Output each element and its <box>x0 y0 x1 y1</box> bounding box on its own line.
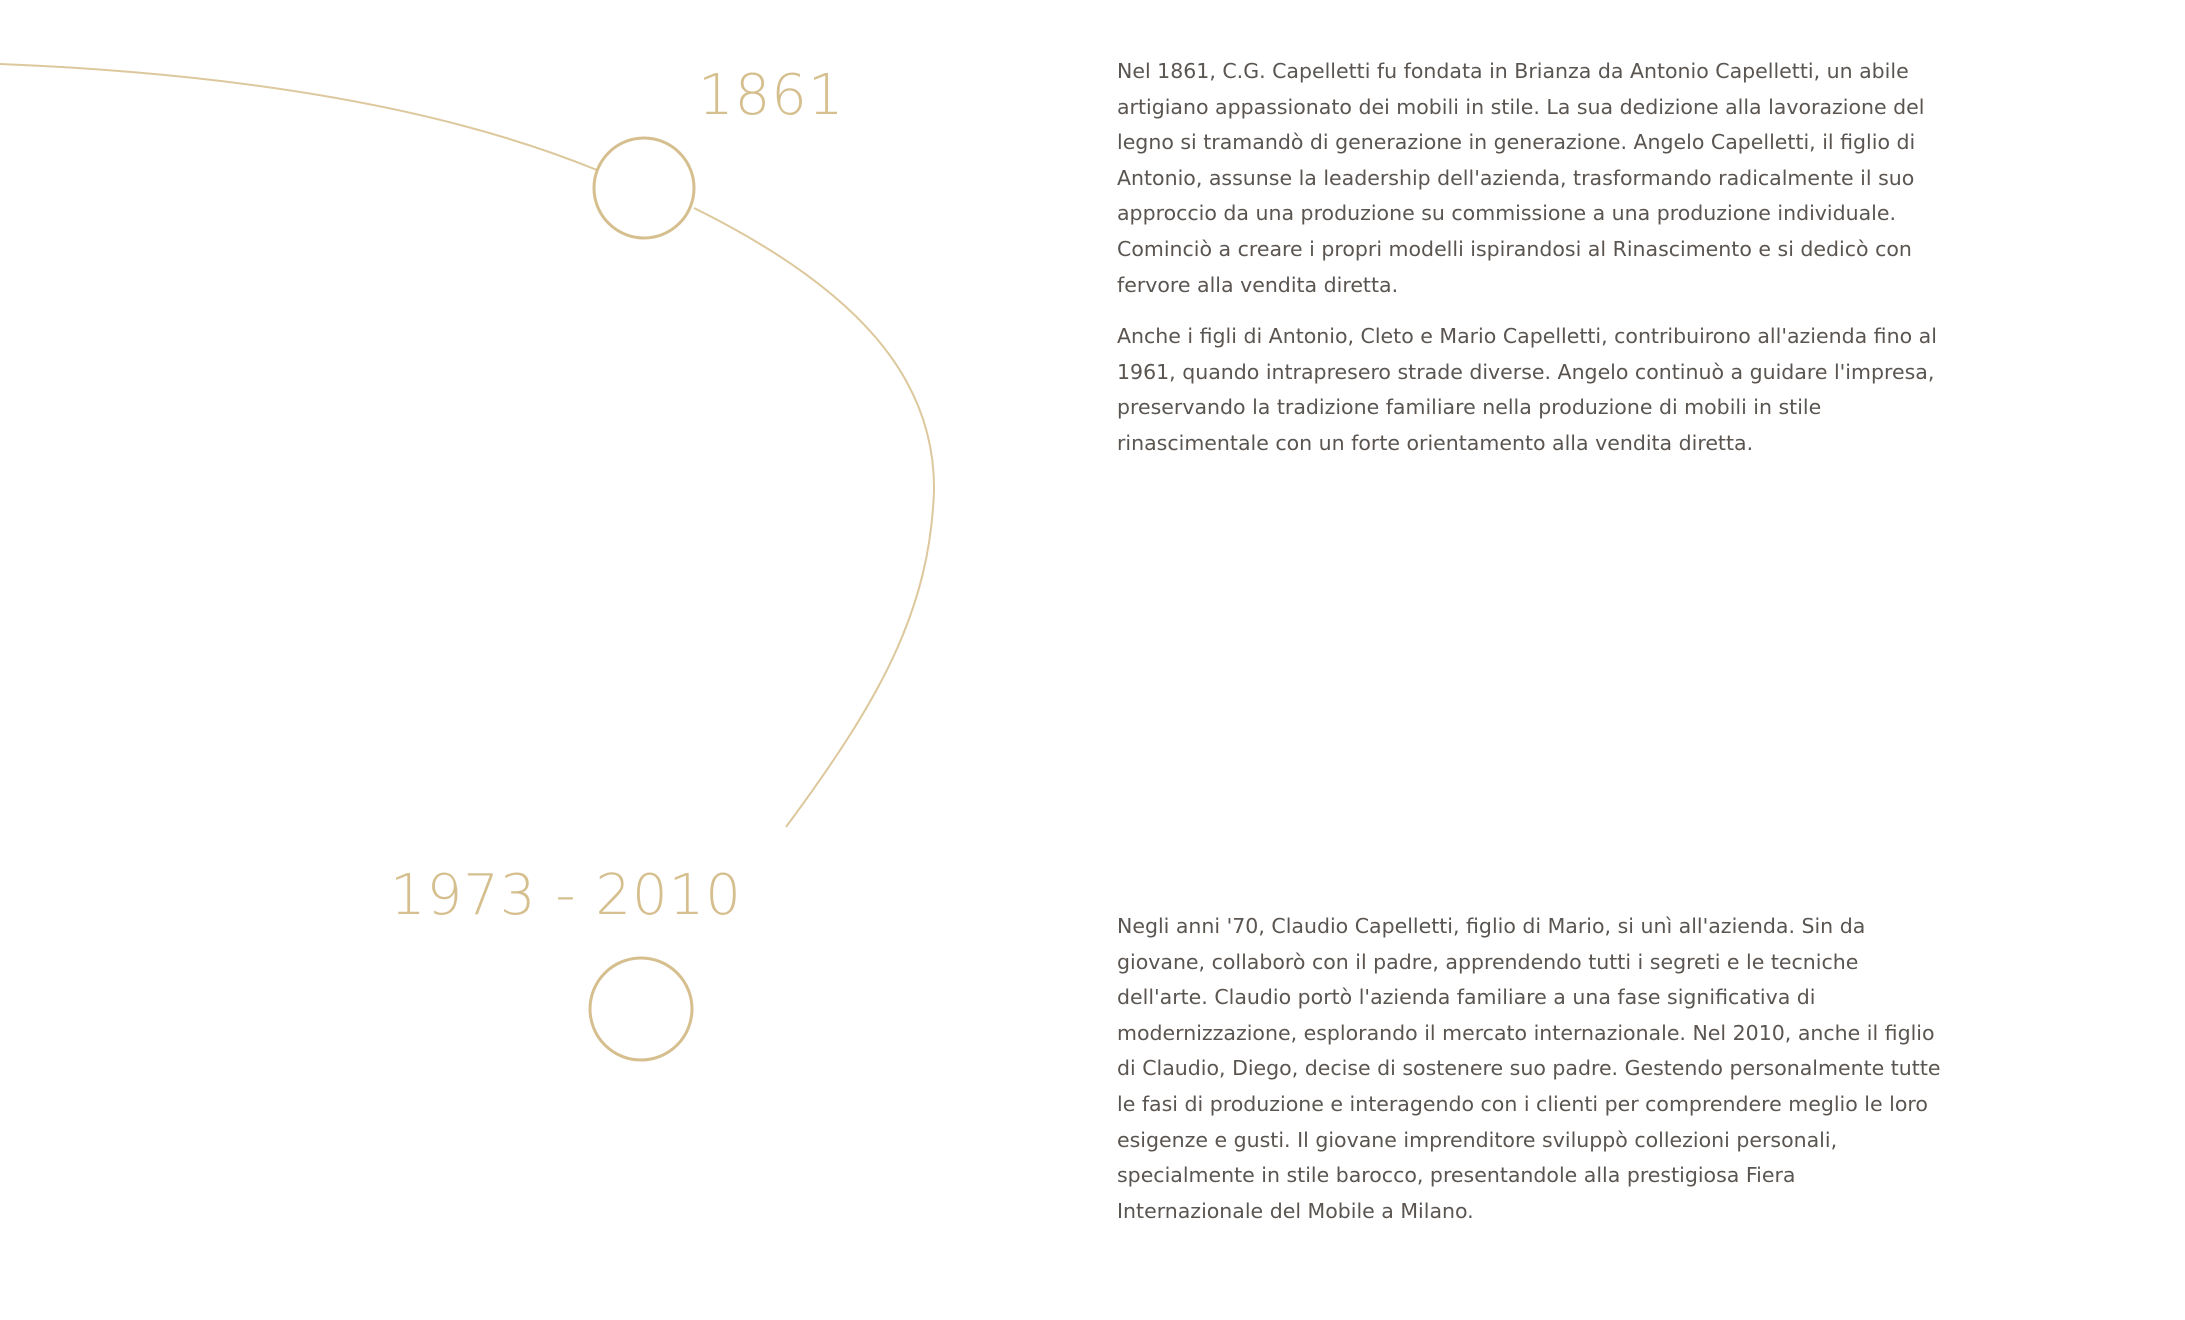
timeline-curve <box>694 208 934 827</box>
timeline-description-1861 <box>1117 54 1947 478</box>
timeline-node-1861 <box>594 138 694 238</box>
timeline-curve <box>0 64 597 170</box>
paragraph: Negli anni '70, Claudio Capelletti, figlio di Mario, si unì all'azienda. Sin da giovane, collaborò con il padre, apprendendo tutti i segreti e le tecniche dell'arte. Claudio portò l'azienda familiare a una fase significativa di modernizzazione, esplorando il mercato internazionale. Nel 2010, anche il figlio di Claudio, Diego, decise di sostenere suo padre. Gestendo personalmente tutte le fasi di produzione e interagendo con i clienti per comprendere meglio le loro esigenze e gusti. Il giovane imprenditore sviluppò collezioni personali, specialmente in stile barocco, presentandole alla prestigiosa Fiera Internazionale del Mobile a Milano. <box>1117 914 1941 1223</box>
timeline-year-1861: 1861 <box>698 63 845 128</box>
timeline-year-1973-2010: 1973 - 2010 <box>390 863 742 928</box>
paragraph: Anche i figli di Antonio, Cleto e Mario Capelletti, contribuirono all'azienda fino al 1961, quando intrapresero strade diverse. Angelo continuò a guidare l'impresa, preservando la tradizione familiare nella produzione di mobili in stile rinascimentale con un forte orientamento alla vendita diretta. <box>1117 324 1937 455</box>
timeline-description-1973-2010 <box>1117 909 1947 1245</box>
timeline-node-1973 <box>590 958 692 1060</box>
paragraph: Nel 1861, C.G. Capelletti fu fondata in Brianza da Antonio Capelletti, un abile artigiano appassionato dei mobili in stile. La sua dedizione alla lavorazione del legno si tramandò di generazione in generazione. Angelo Capelletti, il figlio di Antonio, assunse la leadership dell'azienda, trasformando radicalmente il suo approccio da una produzione su commissione a una produzione individuale. Cominciò a creare i propri modelli ispirandosi al Rinascimento e si dedicò con fervore alla vendita diretta. <box>1117 59 1925 297</box>
